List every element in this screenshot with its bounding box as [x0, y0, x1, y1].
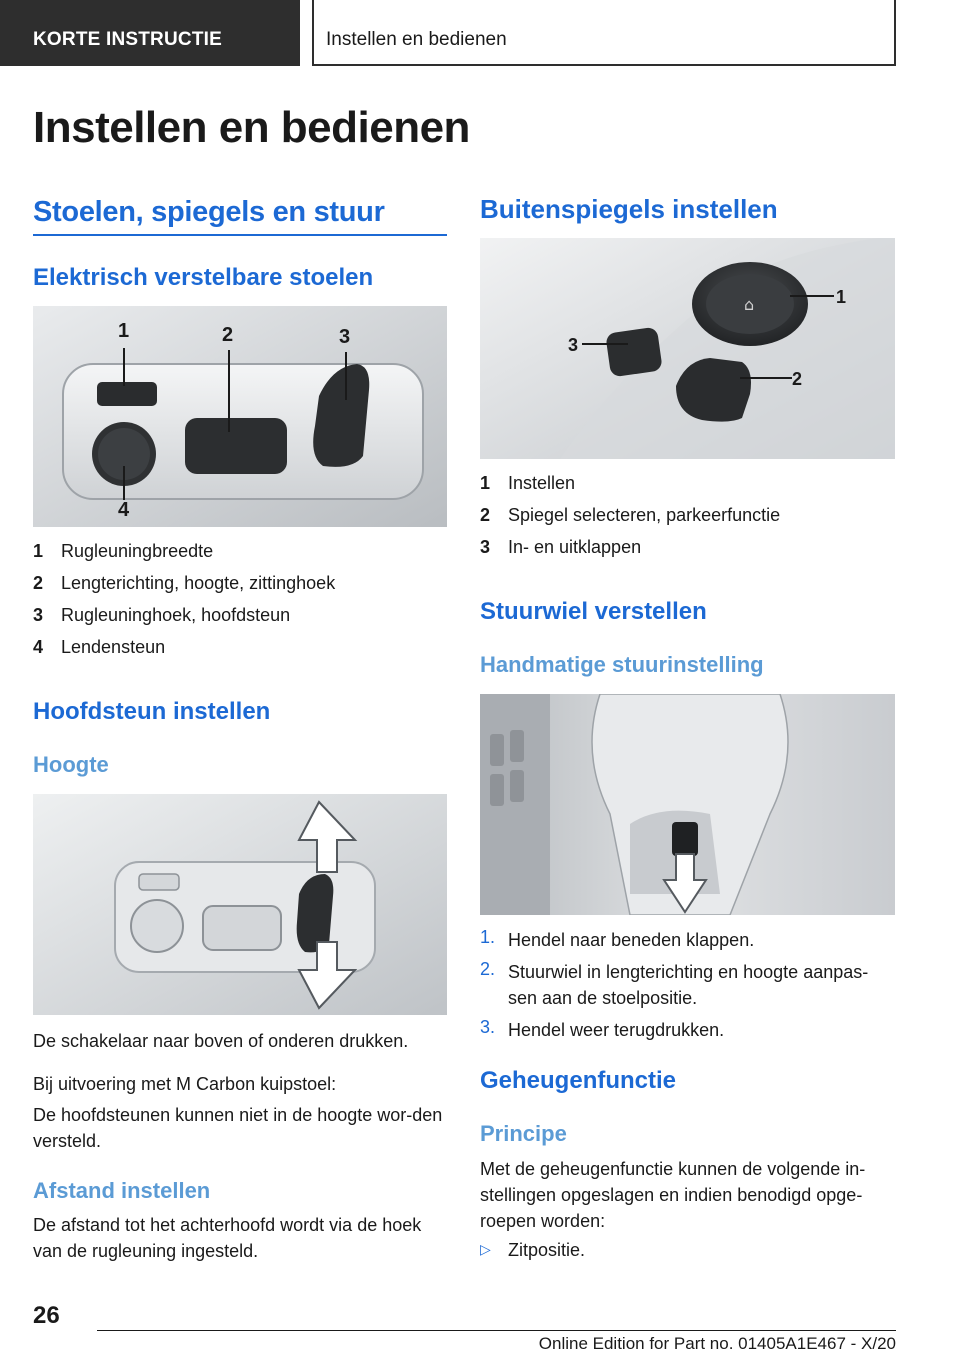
heading-steering-wheel: Stuurwiel verstellen	[480, 598, 707, 625]
section-heading-seats-mirrors-wheel: Stoelen, spiegels en stuur	[33, 196, 385, 228]
chapter-label: Instellen en bedienen	[326, 29, 507, 50]
list-item: 4 Lendensteun	[33, 637, 166, 657]
heading-headrest: Hoofdsteun instellen	[33, 698, 271, 725]
page-title: Instellen en bedienen	[33, 103, 470, 152]
list-item: 3 Rugleuninghoek, hoofdsteun	[33, 605, 291, 625]
list-item: 2 Lengterichting, hoogte, zittinghoek	[33, 573, 336, 593]
list-item: 3 In- en uitklappen	[480, 537, 642, 557]
heading-rule	[33, 234, 447, 236]
callout-1: 1	[118, 320, 130, 342]
page-number: 26	[33, 1302, 60, 1329]
mirror-controls-image	[480, 238, 895, 459]
callout-3: 3	[568, 335, 579, 355]
list-item: 2. Stuurwiel in lengterichting en hoogte aanpas-sen aan de stoelpositie.	[480, 959, 869, 1008]
mirror-legend-list	[480, 473, 895, 569]
list-item: 2 Spiegel selecteren, parkeerfunctie	[480, 505, 781, 525]
chapter-tab[interactable]	[312, 0, 896, 66]
paragraph: Met de geheugenfunctie kunnen de volgende in-stellingen opgeslagen en indien benodigd opge-roepen worden:	[480, 1159, 866, 1231]
steering-steps-list	[480, 927, 895, 1049]
steering-lever-image	[480, 694, 895, 915]
list-item: 1 Instellen	[480, 473, 576, 493]
heading-height: Hoogte	[33, 752, 109, 777]
seat-legend-list	[33, 541, 447, 669]
seat-controls-image	[33, 306, 447, 527]
heading-distance: Afstand instellen	[33, 1178, 211, 1203]
footer-rule	[97, 1330, 896, 1331]
section-label: KORTE INSTRUCTIE	[33, 29, 222, 50]
list-item: 1. Hendel naar beneden klappen.	[480, 927, 755, 950]
list-item: 3. Hendel weer terugdrukken.	[480, 1017, 725, 1040]
callout-1: 1	[836, 287, 847, 307]
paragraph: De hoofdsteunen kunnen niet in de hoogte wor-den versteld.	[33, 1105, 443, 1151]
paragraph: De afstand tot het achterhoofd wordt via de hoek van de rugleuning ingesteld.	[33, 1215, 422, 1261]
heading-manual-steering: Handmatige stuurinstelling	[480, 652, 764, 677]
heading-memory-function: Geheugenfunctie	[480, 1067, 677, 1094]
headrest-switch-image	[33, 794, 447, 1015]
heading-exterior-mirrors: Buitenspiegels instellen	[480, 194, 778, 224]
callout-3: 3	[339, 326, 351, 348]
heading-electric-seats: Elektrisch verstelbare stoelen	[33, 264, 374, 291]
triangle-bullet-icon: ▷	[480, 1241, 491, 1257]
paragraph: Bij uitvoering met M Carbon kuipstoel:	[33, 1074, 337, 1094]
callout-4: 4	[118, 499, 130, 521]
svg-text:⌂: ⌂	[744, 295, 755, 314]
section-tab[interactable]	[0, 0, 300, 66]
footer-edition: Online Edition for Part no. 01405A1E467 - X/20	[538, 1334, 896, 1353]
paragraph: De schakelaar naar boven of onderen drukken.	[33, 1031, 409, 1051]
heading-principle: Principe	[480, 1121, 567, 1146]
list-item: 1 Rugleuningbreedte	[33, 541, 214, 561]
callout-2: 2	[792, 369, 803, 389]
callout-2: 2	[222, 324, 234, 346]
page-header	[0, 0, 960, 66]
